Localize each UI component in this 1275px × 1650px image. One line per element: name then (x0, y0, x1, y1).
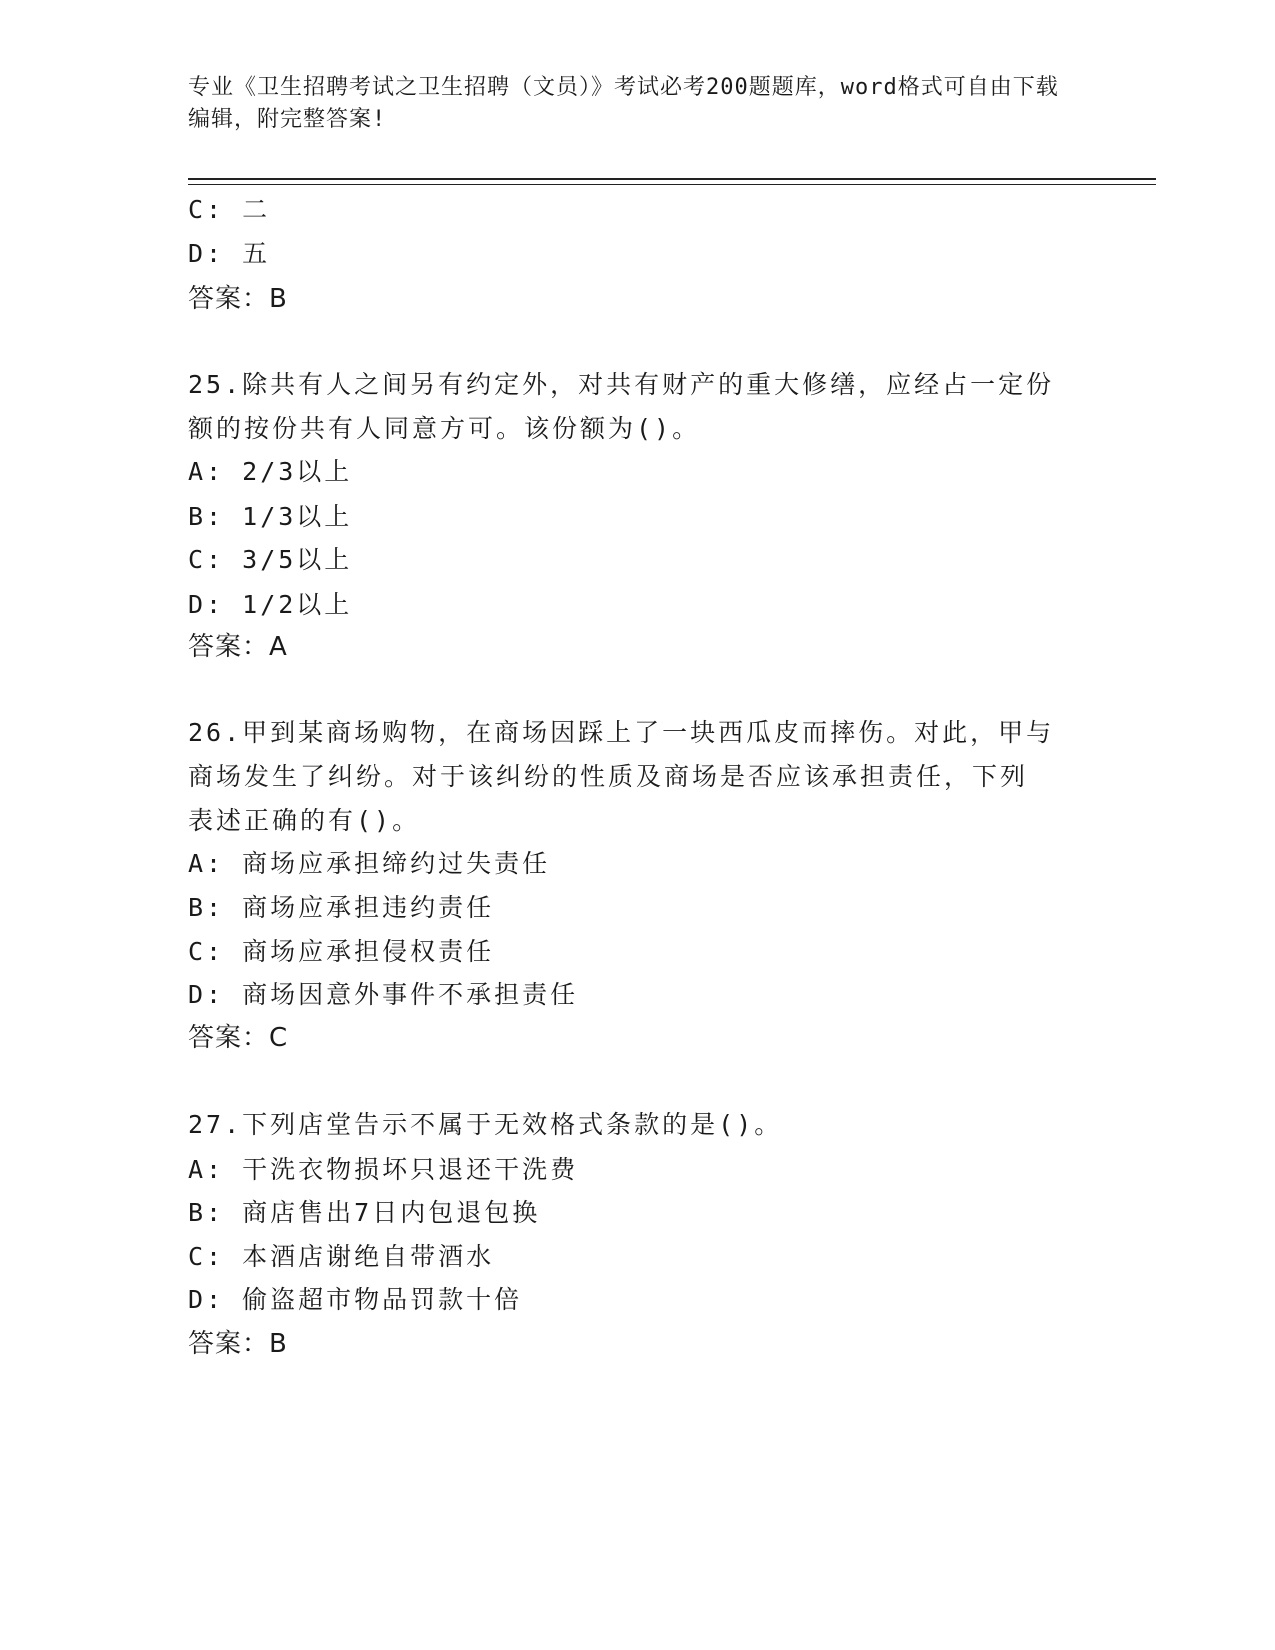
q27-option-a: A: 干洗衣物损坏只退还干洗费 (188, 1155, 579, 1184)
q26-stem-line3: 表述正确的有()。 (188, 806, 421, 835)
q25-answer: 答案：A (188, 632, 288, 662)
q25-option-c: C: 3/5以上 (188, 545, 353, 574)
q25-option-b: B: 1/3以上 (188, 502, 353, 531)
q26-option-c: C: 商场应承担侵权责任 (188, 937, 495, 966)
q26-stem-line2: 商场发生了纠纷。对于该纠纷的性质及商场是否应该承担责任，下列 (188, 762, 1029, 791)
prev-option-d: D: 五 (188, 239, 271, 268)
q27-option-c: C: 本酒店谢绝自带酒水 (188, 1242, 495, 1271)
q26-answer: 答案：C (188, 1023, 289, 1053)
q25-stem-line2: 额的按份共有人同意方可。该份额为()。 (188, 414, 701, 443)
q26-option-b: B: 商场应承担违约责任 (188, 893, 495, 922)
q27-option-d: D: 偷盗超市物品罚款十倍 (188, 1285, 523, 1314)
q25-stem-line1: 25.除共有人之间另有约定外，对共有财产的重大修缮，应经占一定份 (188, 370, 1055, 399)
q27-answer: 答案：B (188, 1329, 288, 1359)
header-divider-thin (188, 184, 1156, 185)
q27-option-b: B: 商店售出7日内包退包换 (188, 1198, 541, 1227)
prev-answer: 答案：B (188, 284, 288, 314)
q27-stem-line1: 27.下列店堂告示不属于无效格式条款的是()。 (188, 1110, 783, 1139)
document-header: 专业《卫生招聘考试之卫生招聘（文员）》考试必考200题题库，word格式可自由下载编辑，附完整答案! (188, 75, 1059, 132)
q26-stem-line1: 26.甲到某商场购物，在商场因踩上了一块西瓜皮而摔伤。对此，甲与 (188, 718, 1055, 747)
prev-option-c: C: 二 (188, 195, 271, 224)
q26-option-d: D: 商场因意外事件不承担责任 (188, 980, 579, 1009)
header-divider-thick (188, 178, 1156, 180)
q25-option-d: D: 1/2以上 (188, 590, 353, 619)
q26-option-a: A: 商场应承担缔约过失责任 (188, 849, 551, 878)
q25-option-a: A: 2/3以上 (188, 457, 353, 486)
